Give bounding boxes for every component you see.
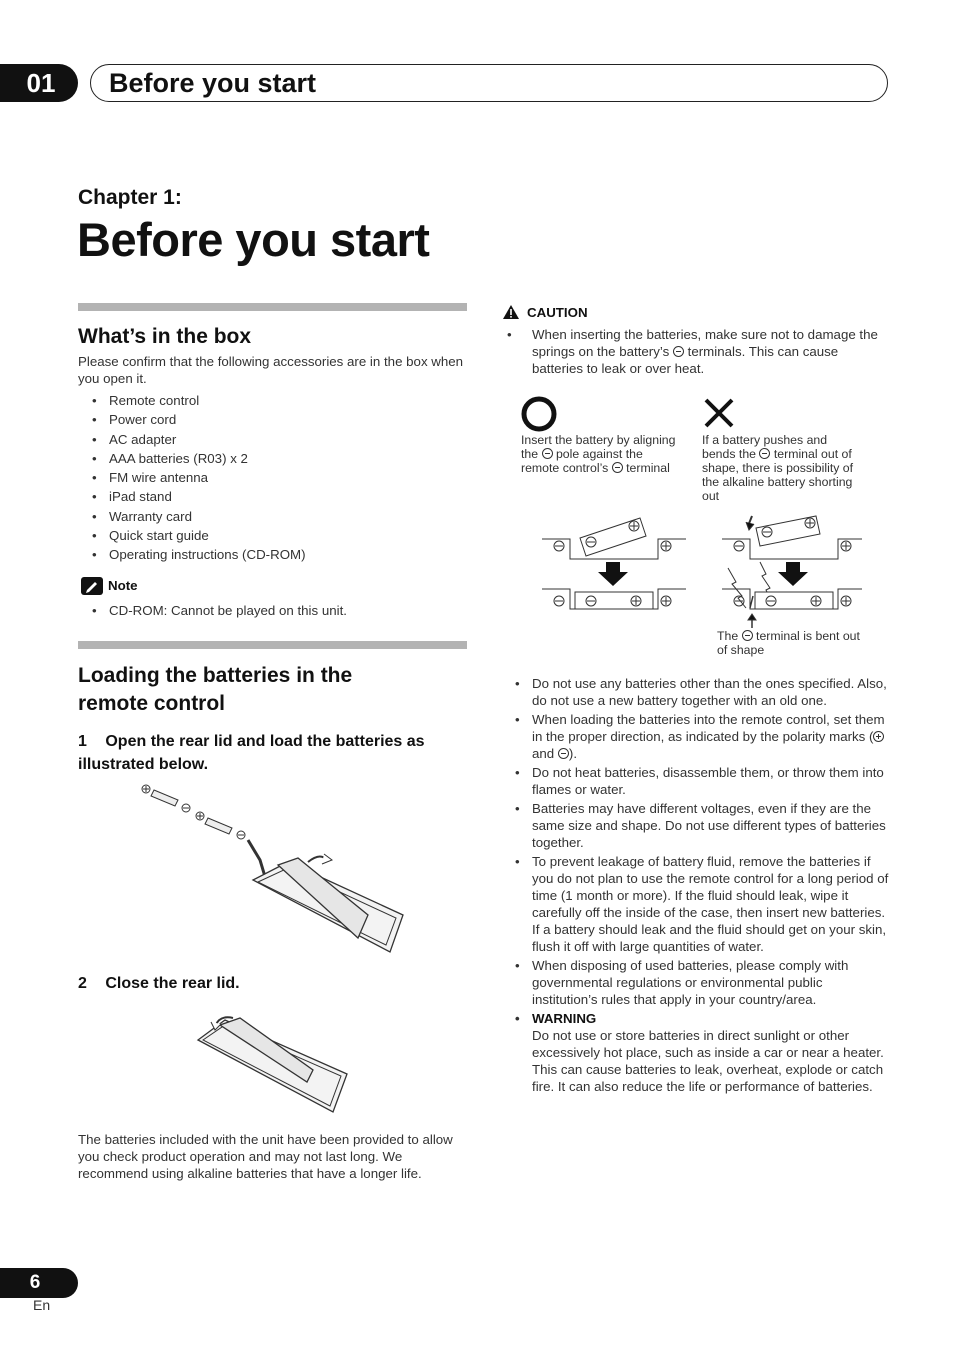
list-item	[510, 711, 890, 762]
text-fragment: If a battery pushes and bends the	[702, 433, 828, 461]
chapter-number-badge: 01	[0, 64, 78, 102]
text-fragment: pole against the remote control’s	[521, 447, 643, 475]
minus-terminal-icon	[742, 630, 753, 641]
text-fragment: terminal out of shape, there is possibility of the alkaline battery shorting out	[702, 447, 854, 503]
heading-line: remote control	[78, 692, 226, 715]
list-item: • iPad stand	[78, 487, 467, 506]
step-number: 1	[78, 733, 87, 750]
note-label: Note	[108, 578, 138, 594]
chapter-label: Chapter 1:	[78, 186, 182, 209]
list-item: • AC adapter	[78, 430, 467, 449]
text-fragment: ).	[568, 746, 578, 761]
batteries-footnote: The batteries included with the unit have been provided to allow you check product operation and may not last long. We recommend using alkaline batteries that have a longer life.	[78, 1132, 453, 1181]
list-item: • Batteries may have different voltages, even if they are the same size and shape. Do not use different types of batteries together.	[510, 800, 890, 851]
text-fragment: The	[717, 629, 739, 643]
minus-terminal-icon	[612, 462, 623, 473]
list-item: • FM wire antenna	[78, 468, 467, 487]
list-item: • Quick start guide	[78, 526, 467, 545]
text-fragment: and	[532, 746, 555, 761]
text-fragment: When loading the batteries into the remote control, set them in the proper direction, as indicated by the polarity marks (	[532, 712, 885, 744]
battery-precautions	[510, 675, 890, 1097]
heading-line: Loading the batteries in the	[78, 664, 353, 687]
section-heading	[78, 662, 467, 718]
warning-label: WARNING	[532, 1011, 597, 1026]
note-header	[78, 577, 467, 595]
text-fragment: terminal	[626, 461, 670, 475]
list-item	[502, 326, 890, 377]
step-text: Close the rear lid.	[105, 975, 240, 992]
warning-triangle-icon	[502, 304, 520, 320]
minus-terminal-icon	[759, 448, 770, 459]
header-title-box	[90, 64, 888, 102]
list-item: • When disposing of used batteries, please comply with governmental regulations or environmental public institution’s rules that apply in your country/area.	[510, 957, 890, 1008]
caution-header	[502, 304, 890, 320]
section-heading: What’s in the box	[78, 325, 252, 348]
page-language: En	[33, 1297, 51, 1313]
minus-terminal-icon	[558, 748, 569, 759]
wrong-mark-icon	[706, 400, 732, 426]
intro-text: Please confirm that the following accessories are in the box when you open it.	[78, 354, 464, 386]
text-fragment: Insert the battery by aligning the	[521, 433, 676, 461]
section-divider	[78, 303, 467, 311]
step-2	[78, 972, 240, 995]
text-fragment: terminal is bent out of shape	[717, 629, 860, 657]
note-pencil-icon	[81, 577, 103, 595]
list-item: • AAA batteries (R03) x 2	[78, 449, 467, 468]
caution-label: CAUTION	[527, 304, 588, 320]
plus-terminal-icon	[873, 731, 884, 742]
loading-batteries-section	[78, 641, 467, 776]
whats-in-box-section	[78, 303, 467, 620]
battery-insertion-diagram	[520, 396, 890, 666]
step-1	[78, 730, 467, 776]
note-list	[78, 601, 467, 620]
list-item: • Power cord	[78, 410, 467, 429]
remote-open-lid-illustration	[138, 780, 408, 960]
minus-terminal-icon	[542, 448, 553, 459]
step-text: illustrated below.	[78, 756, 209, 773]
text-fragment: terminals. This can cause batteries to leak or over heat.	[532, 344, 839, 376]
accessory-list	[78, 391, 467, 565]
caution-first-list	[502, 326, 890, 377]
step-number: 2	[78, 975, 87, 992]
page-number-badge: 6	[0, 1268, 78, 1298]
step-text: Open the rear lid and load the batteries as	[105, 733, 425, 750]
list-item: • To prevent leakage of battery fluid, remove the batteries if you do not plan to use the remote control for a long period of time (1 month or more). If the fluid should leak, wipe it carefully off the inside of the case, then insert new batteries. If a battery should leak and the fluid should get on your skin, flush it off with large quantities of water.	[510, 853, 890, 955]
list-item: • Warranty card	[78, 507, 467, 526]
list-item: • Operating instructions (CD-ROM)	[78, 545, 467, 564]
bent-terminal-caption	[717, 629, 867, 657]
chapter-title: Before you start	[77, 213, 430, 266]
warning-item	[510, 1010, 890, 1095]
caution-section	[502, 304, 890, 379]
text-fragment: When inserting the batteries, make sure not to damage the springs on the battery’s	[532, 327, 878, 359]
correct-insert-caption	[521, 433, 681, 475]
correct-mark-icon	[524, 399, 554, 429]
header-title: Before you start	[109, 67, 317, 98]
list-item: • Remote control	[78, 391, 467, 410]
warning-text: Do not use or store batteries in direct sunlight or other excessively hot place, such as inside a car or near a heater. This can cause batteries to leak, overheat, explode or catch fire. It can also reduce the life or performance of batteries.	[532, 1028, 884, 1094]
minus-terminal-icon	[673, 346, 684, 357]
section-divider	[78, 641, 467, 649]
shorting-warning-caption	[702, 433, 862, 503]
list-item: • Do not heat batteries, disassemble them, or throw them into flames or water.	[510, 764, 890, 798]
list-item: • Do not use any batteries other than the ones specified. Also, do not use a new battery together with an old one.	[510, 675, 890, 709]
precaution-list	[510, 675, 890, 1095]
remote-close-lid-illustration	[195, 1010, 355, 1115]
list-item: • CD-ROM: Cannot be played on this unit.	[78, 601, 467, 620]
